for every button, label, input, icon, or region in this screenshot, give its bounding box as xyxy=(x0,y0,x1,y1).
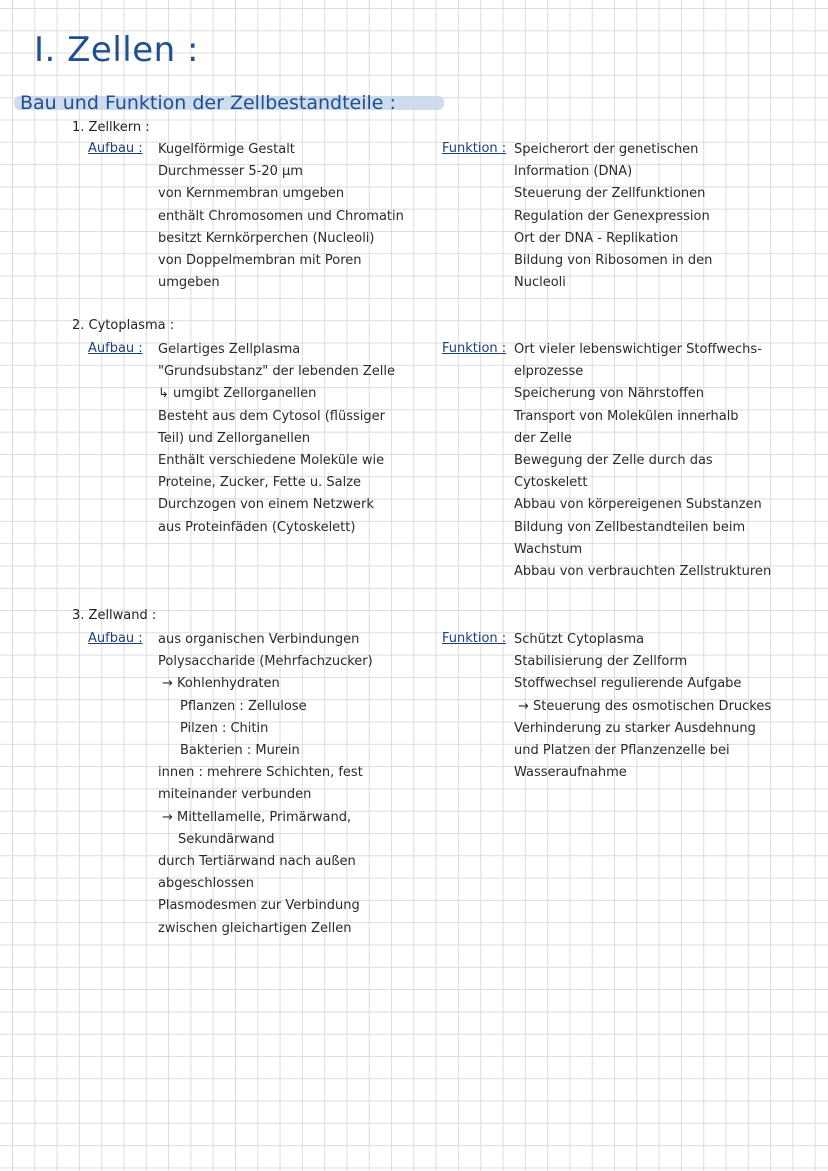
aufbau-line: Pflanzen : Zellulose xyxy=(180,698,307,714)
page-subtitle: Bau und Funktion der Zellbestandteile : xyxy=(20,92,396,114)
aufbau-line: Polysaccharide (Mehrfachzucker) xyxy=(158,654,373,670)
funktion-line: der Zelle xyxy=(514,430,572,446)
aufbau-label-zellwand: Aufbau : xyxy=(88,631,143,646)
funktion-label-zellkern: Funktion : xyxy=(442,141,507,156)
page-title: I. Zellen : xyxy=(34,30,199,70)
aufbau-label-zellkern: Aufbau : xyxy=(88,141,143,156)
aufbau-line: ↳ umgibt Zellorganellen xyxy=(158,386,317,402)
funktion-line: Transport von Molekülen innerhalb xyxy=(514,408,739,424)
aufbau-line: → Kohlenhydraten xyxy=(162,676,280,692)
aufbau-line: besitzt Kernkörperchen (Nucleoli) xyxy=(158,230,375,246)
funktion-line: Ort der DNA - Replikation xyxy=(514,230,679,246)
section-heading-cytoplasma: 2. Cytoplasma : xyxy=(72,318,175,333)
aufbau-line: durch Tertiärwand nach außen xyxy=(158,854,356,870)
funktion-line: Schützt Cytoplasma xyxy=(514,632,645,647)
aufbau-label-cytoplasma: Aufbau : xyxy=(88,341,143,356)
aufbau-line: Durchmesser 5-20 µm xyxy=(158,164,303,180)
aufbau-line: zwischen gleichartigen Zellen xyxy=(158,920,352,936)
funktion-line: Stabilisierung der Zellform xyxy=(514,654,688,670)
funktion-line: und Platzen der Pflanzenzelle bei xyxy=(514,743,730,759)
section-heading-zellwand: 3. Zellwand : xyxy=(72,608,157,623)
aufbau-line: abgeschlossen xyxy=(158,876,254,892)
funktion-line: Speicherort der genetischen xyxy=(514,142,699,157)
funktion-line: Wasseraufnahme xyxy=(514,765,627,781)
funktion-label-zellwand: Funktion : xyxy=(442,631,507,646)
funktion-line: → Steuerung des osmotischen Druckes xyxy=(518,698,772,714)
funktion-list-zellwand xyxy=(514,629,771,784)
aufbau-line: Bakterien : Murein xyxy=(180,743,300,759)
funktion-line: Bewegung der Zelle durch das xyxy=(514,453,713,469)
funktion-line: Verhinderung zu starker Ausdehnung xyxy=(514,720,756,736)
aufbau-line: von Kernmembran umgeben xyxy=(158,186,345,202)
funktion-line: elprozesse xyxy=(514,364,584,380)
funktion-line: Cytoskelett xyxy=(514,475,588,491)
aufbau-line: Durchzogen von einem Netzwerk xyxy=(158,497,374,513)
aufbau-line: aus Proteinfäden (Cytoskelett) xyxy=(158,519,356,535)
funktion-line: Abbau von körpereigenen Substanzen xyxy=(514,497,762,513)
aufbau-list-zellkern xyxy=(158,139,404,294)
aufbau-line: Proteine, Zucker, Fette u. Salze xyxy=(158,475,362,491)
funktion-line: Regulation der Genexpression xyxy=(514,208,710,224)
aufbau-line: umgeben xyxy=(158,275,220,291)
aufbau-line: "Grundsubstanz" der lebenden Zelle xyxy=(158,364,395,380)
funktion-line: Bildung von Ribosomen in den xyxy=(514,253,713,269)
funktion-line: Steuerung der Zellfunktionen xyxy=(514,186,706,202)
aufbau-line: Kugelförmige Gestalt xyxy=(158,142,295,157)
funktion-line: Wachstum xyxy=(514,541,583,557)
funktion-list-zellkern xyxy=(514,139,712,294)
aufbau-line: innen : mehrere Schichten, fest xyxy=(158,765,363,781)
aufbau-line: Enthält verschiedene Moleküle wie xyxy=(158,453,385,469)
section-heading-zellkern: 1. Zellkern : xyxy=(72,120,150,135)
funktion-line: Information (DNA) xyxy=(514,164,633,180)
funktion-line: Ort vieler lebenswichtiger Stoffwechs- xyxy=(514,342,762,357)
aufbau-line: Plasmodesmen zur Verbindung xyxy=(158,898,360,914)
aufbau-line: → Mittellamelle, Primärwand, xyxy=(162,809,352,825)
funktion-label-cytoplasma: Funktion : xyxy=(442,341,507,356)
aufbau-line: enthält Chromosomen und Chromatin xyxy=(158,208,404,224)
aufbau-line: Gelartiges Zellplasma xyxy=(158,342,301,357)
funktion-line: Stoffwechsel regulierende Aufgabe xyxy=(514,676,742,692)
aufbau-line: von Doppelmembran mit Poren xyxy=(158,253,362,269)
aufbau-line: miteinander verbunden xyxy=(158,787,312,803)
funktion-list-cytoplasma xyxy=(514,339,771,583)
aufbau-line: Sekundärwand xyxy=(178,831,275,847)
aufbau-list-cytoplasma xyxy=(158,339,395,539)
aufbau-line: Teil) und Zellorganellen xyxy=(158,430,311,446)
aufbau-list-zellwand xyxy=(158,629,373,940)
funktion-line: Abbau von verbrauchten Zellstrukturen xyxy=(514,564,772,580)
funktion-line: Bildung von Zellbestandteilen beim xyxy=(514,519,746,535)
aufbau-line: Pilzen : Chitin xyxy=(180,720,269,736)
funktion-line: Speicherung von Nährstoffen xyxy=(514,386,705,402)
aufbau-line: aus organischen Verbindungen xyxy=(158,632,360,647)
funktion-line: Nucleoli xyxy=(514,275,566,291)
aufbau-line: Besteht aus dem Cytosol (flüssiger xyxy=(158,408,385,424)
